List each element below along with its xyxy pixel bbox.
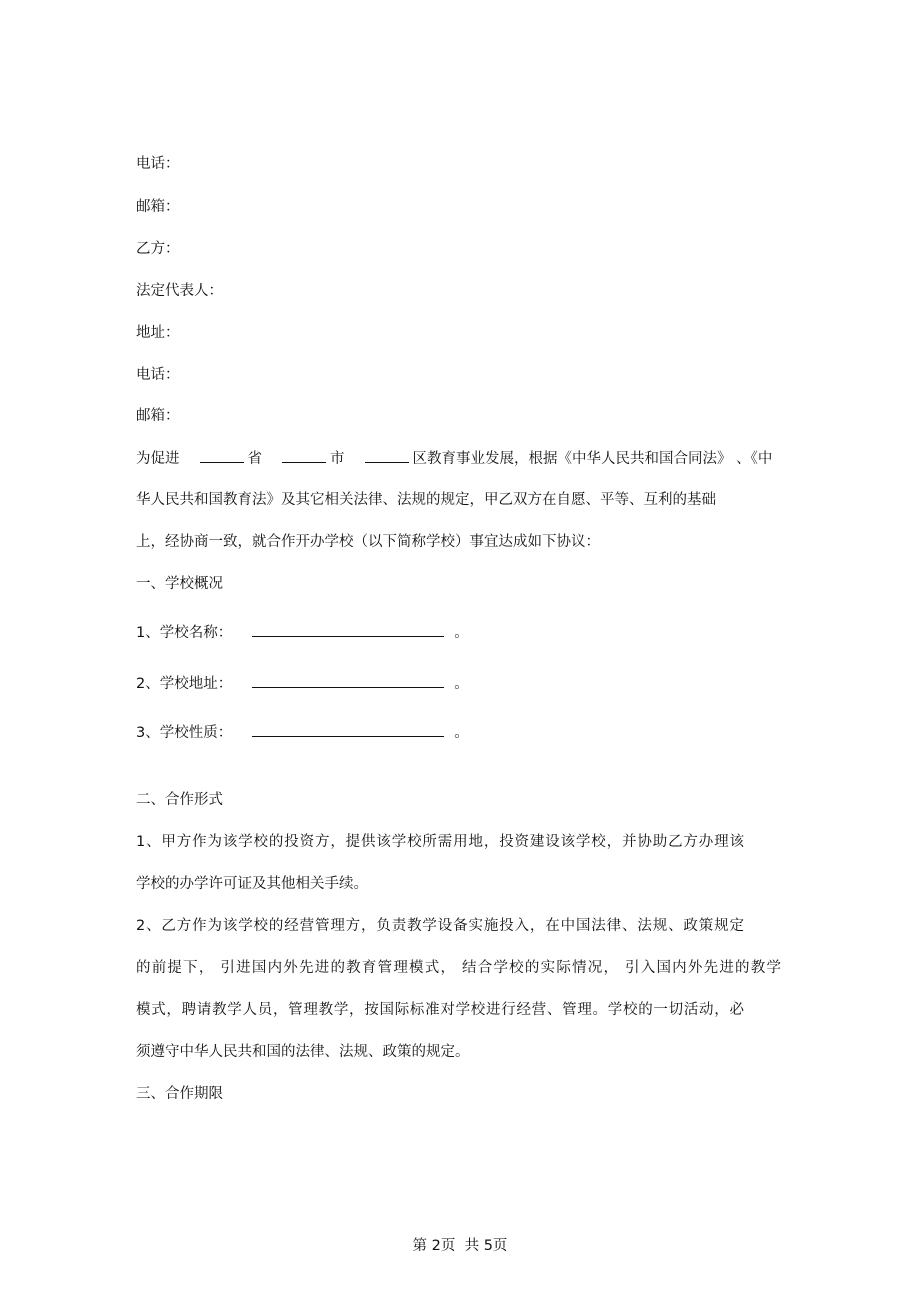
school-address-label: 2、学校地址： [136, 676, 233, 692]
preamble-seg-1: 为促进 [136, 451, 180, 467]
preamble-line-1 [136, 448, 772, 469]
preamble-line-2: 华人民共和国教育法》及其它相关法律、法规的规定，甲乙双方在自愿、平等、互利的基础 [136, 492, 716, 508]
section-1-title: 一、学校概况 [136, 576, 223, 592]
school-address-row [136, 673, 469, 694]
preamble-seg-2: 省 [247, 451, 262, 467]
page-number: 第 2页 共 5页 [412, 1238, 508, 1254]
section-2-title: 二、合作形式 [136, 792, 223, 808]
section-2-p1-line-2: 学校的办学许可证及其他相关手续。 [136, 876, 368, 892]
school-address-blank [252, 673, 444, 688]
section-2-p2-line-1: 2、乙方作为该学校的经营管理方，负责教学设备实施投入，在中国法律、法规、政策规定 [136, 918, 744, 934]
section-3-title: 三、合作期限 [136, 1086, 223, 1102]
school-name-end: 。 [454, 625, 469, 641]
page-footer [0, 1236, 920, 1256]
party-a-phone-label: 电话： [136, 156, 180, 172]
section-2-p1-line-1: 1、甲方作为该学校的投资方，提供该学校所需用地，投资建设该学校，并协助乙方办理该 [136, 834, 744, 850]
school-nature-label: 3、学校性质： [136, 725, 233, 741]
section-2-p2-line-2: 的前提下， 引进国内外先进的教育管理模式， 结合学校的实际情况， 引入国内外先进的教学 [136, 960, 781, 976]
party-b-address-label: 地址： [136, 325, 180, 341]
school-name-blank [252, 622, 444, 637]
party-b-legal-rep-label: 法定代表人： [136, 283, 223, 299]
school-nature-blank [252, 722, 444, 737]
preamble-line-3: 上，经协商一致，就合作开办学校（以下简称学校）事宜达成如下协议： [136, 534, 600, 550]
city-blank [282, 448, 326, 463]
party-b-phone-label: 电话： [136, 367, 180, 383]
section-2-p2-line-4: 须遵守中华人民共和国的法律、法规、政策的规定。 [136, 1044, 470, 1060]
school-address-end: 。 [454, 676, 469, 692]
party-a-email-label: 邮箱： [136, 199, 180, 215]
province-blank [200, 448, 244, 463]
school-name-label: 1、学校名称： [136, 625, 233, 641]
district-blank [365, 448, 409, 463]
preamble-seg-3: 市 [330, 451, 345, 467]
preamble-seg-4: 区教育事业发展，根据《中华人民共和国合同法》 、《中 [412, 451, 773, 467]
school-nature-end: 。 [454, 725, 469, 741]
school-nature-row [136, 722, 469, 743]
party-b-label: 乙方： [136, 241, 180, 257]
section-2-p2-line-3: 模式，聘请教学人员，管理教学，按国际标准对学校进行经营、管理。学校的一切活动，必 [136, 1002, 744, 1018]
party-b-email-label: 邮箱： [136, 408, 180, 424]
school-name-row [136, 622, 469, 643]
